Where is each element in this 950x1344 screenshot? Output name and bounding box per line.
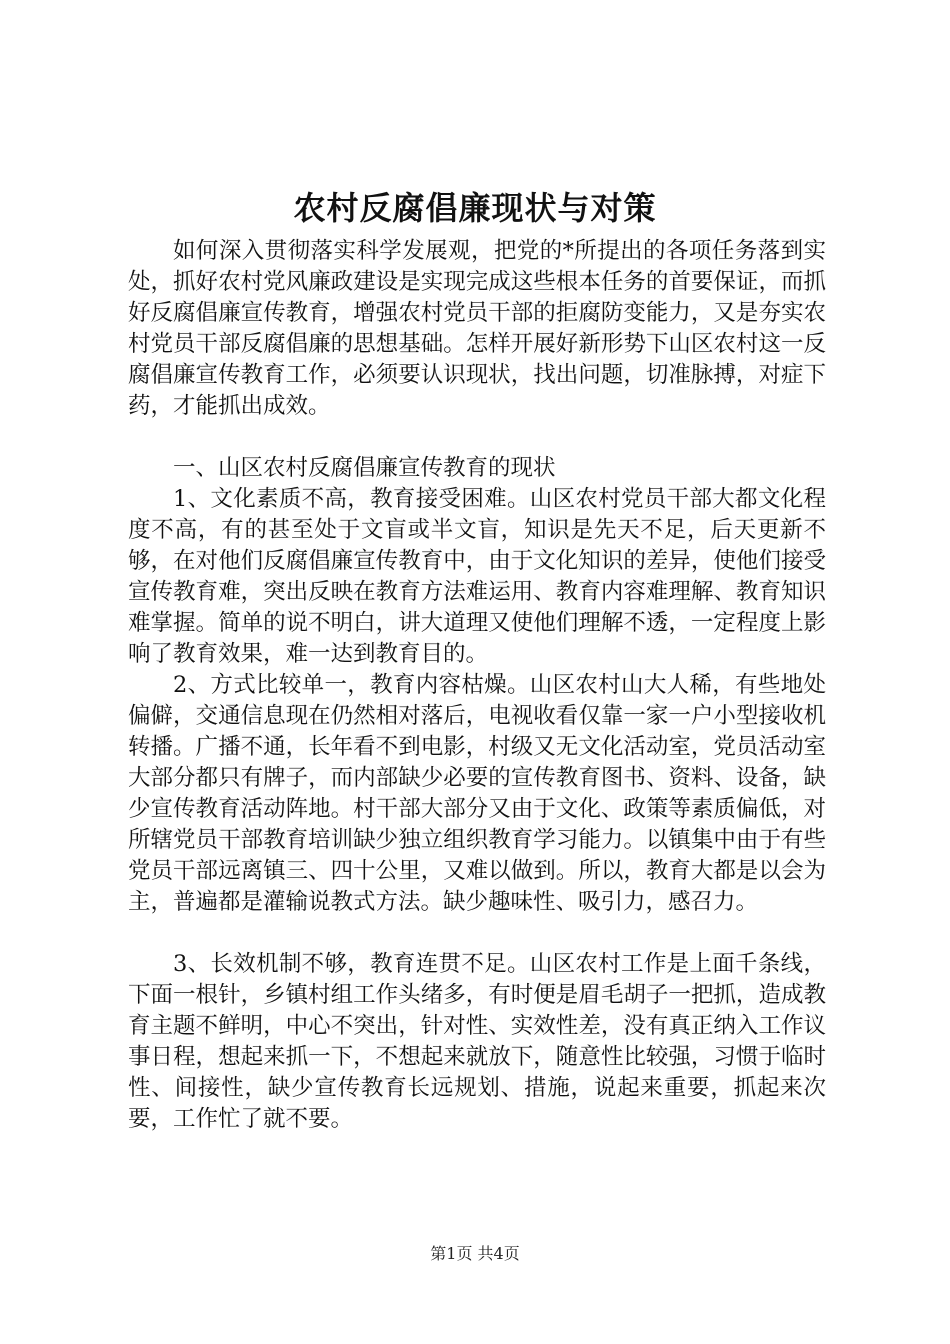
paragraph-intro: 如何深入贯彻落实科学发展观，把党的*所提出的各项任务落到实处，抓好农村党风廉政建设是实现完成这些根本任务的首要保证，而抓好反腐倡廉宣传教育，增强农村党员干部的拒腐防变能力，又是夯实农村党员干部反腐倡廉的思想基础。怎样开展好新形势下山区农村这一反腐倡廉宣传教育工作，必须要认识现状，找出问题，切准脉搏，对症下药，才能抓出成效。 <box>128 238 826 419</box>
page-footer: 第1页 共4页 <box>430 1244 520 1263</box>
paragraph-item-3: 3、长效机制不够，教育连贯不足。山区农村工作是上面千条线，下面一根针，乡镇村组工作头绪多，有时便是眉毛胡子一把抓，造成教育主题不鲜明，中心不突出，针对性、实效性差，没有真正纳入工作议事日程，想起来抓一下，不想起来就放下，随意性比较强，习惯于临时性、间接性，缺少宣传教育长远规划、措施，说起来重要，抓起来次要，工作忙了就不要。 <box>128 951 826 1132</box>
document-body <box>128 236 826 1135</box>
section-heading: 一、山区农村反腐倡廉宣传教育的现状 <box>173 455 556 481</box>
paragraph-item-2: 2、方式比较单一，教育内容枯燥。山区农村山大人稀，有些地处偏僻，交通信息现在仍然相对落后，电视收看仅靠一家一户小型接收机转播。广播不通，长年看不到电影，村级又无文化活动室，党员活动室大部分都只有牌子，而内部缺少必要的宣传教育图书、资料、设备，缺少宣传教育活动阵地。村干部大部分又由于文化、政策等素质偏低，对所辖党员干部教育培训缺少独立组织教育学习能力。以镇集中由于有些党员干部远离镇三、四十公里，又难以做到。所以，教育大都是以会为主，普遍都是灌输说教式方法。缺少趣味性、吸引力，感召力。 <box>128 672 826 915</box>
paragraph-item-1: 1、文化素质不高，教育接受困难。山区农村党员干部大都文化程度不高，有的甚至处于文盲或半文盲，知识是先天不足，后天更新不够，在对他们反腐倡廉宣传教育中，由于文化知识的差异，使他们接受宣传教育难，突出反映在教育方法难运用、教育内容难理解、教育知识难掌握。简单的说不明白，讲大道理又使他们理解不透，一定程度上影响了教育效果，难一达到教育目的。 <box>128 486 826 667</box>
document-title: 农村反腐倡廉现状与对策 <box>293 189 657 227</box>
paragraph-spacer <box>128 422 826 453</box>
paragraph-spacer <box>128 918 826 949</box>
